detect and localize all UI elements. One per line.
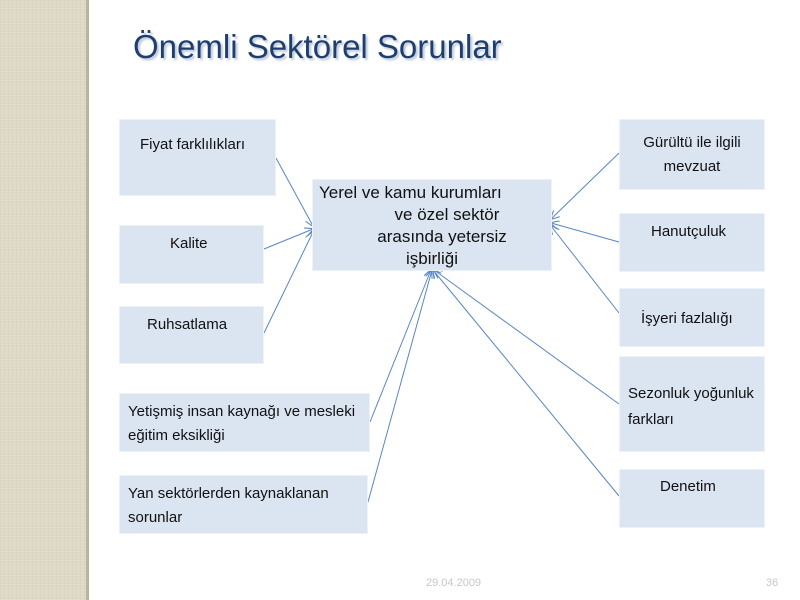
issue-label-fiyat: Fiyat farklılıkları [140,136,246,153]
issue-label-gurultu: Gürültü ile ilgili mevzuat [643,134,741,175]
arrow-denetim [433,270,619,496]
issue-label-kalite: Kalite [170,235,208,252]
central-issue-box [312,179,552,271]
issue-label-isyeri: İşyeri fazlalığı [641,310,733,327]
central-issue-line-3: arasında yetersiz [377,227,507,246]
issue-box-ruhsatlama [119,306,264,364]
arrow-kalite [264,229,313,249]
issue-label-yan-sektor: Yan sektörlerden kaynaklanan sorunlar [128,485,329,526]
issue-box-hanutculuk [619,213,765,272]
issue-box-fiyat [119,119,276,196]
arrow-yetismis [370,270,431,422]
issue-box-denetim [619,469,765,528]
issue-label-ruhsatlama: Ruhsatlama [147,316,228,333]
issue-box-yan-sektor [119,475,368,534]
issue-box-gurultu [619,119,765,190]
central-issue-line-1: Yerel ve kamu kurumları [319,183,502,202]
central-issue-line-2: ve özel sektör [394,205,500,224]
issue-label-yetismis: Yetişmiş insan kaynağı ve mesleki eğitim eksikliği [128,403,356,444]
arrow-fiyat [276,158,313,226]
arrow-ruhsatlama [264,232,313,333]
issue-label-denetim: Denetim [660,478,716,495]
issue-box-kalite [119,225,264,284]
issue-box-sezonluk [619,356,765,452]
arrow-yan-sektor [368,270,432,502]
issue-box-yetismis [119,393,370,452]
issue-box-isyeri [619,288,765,347]
issue-label-sezonluk: Sezonluk yoğunluk farkları [628,385,754,428]
central-issue-line-4: işbirliği [406,249,458,268]
arrow-gurultu [551,153,619,219]
slide-title: Önemli Sektörel Sorunlar [133,28,502,65]
footer-date: 29.04.2009 [426,577,482,589]
issue-label-hanutculuk: Hanutçuluk [651,223,727,240]
footer-page-number: 36 [766,577,779,589]
